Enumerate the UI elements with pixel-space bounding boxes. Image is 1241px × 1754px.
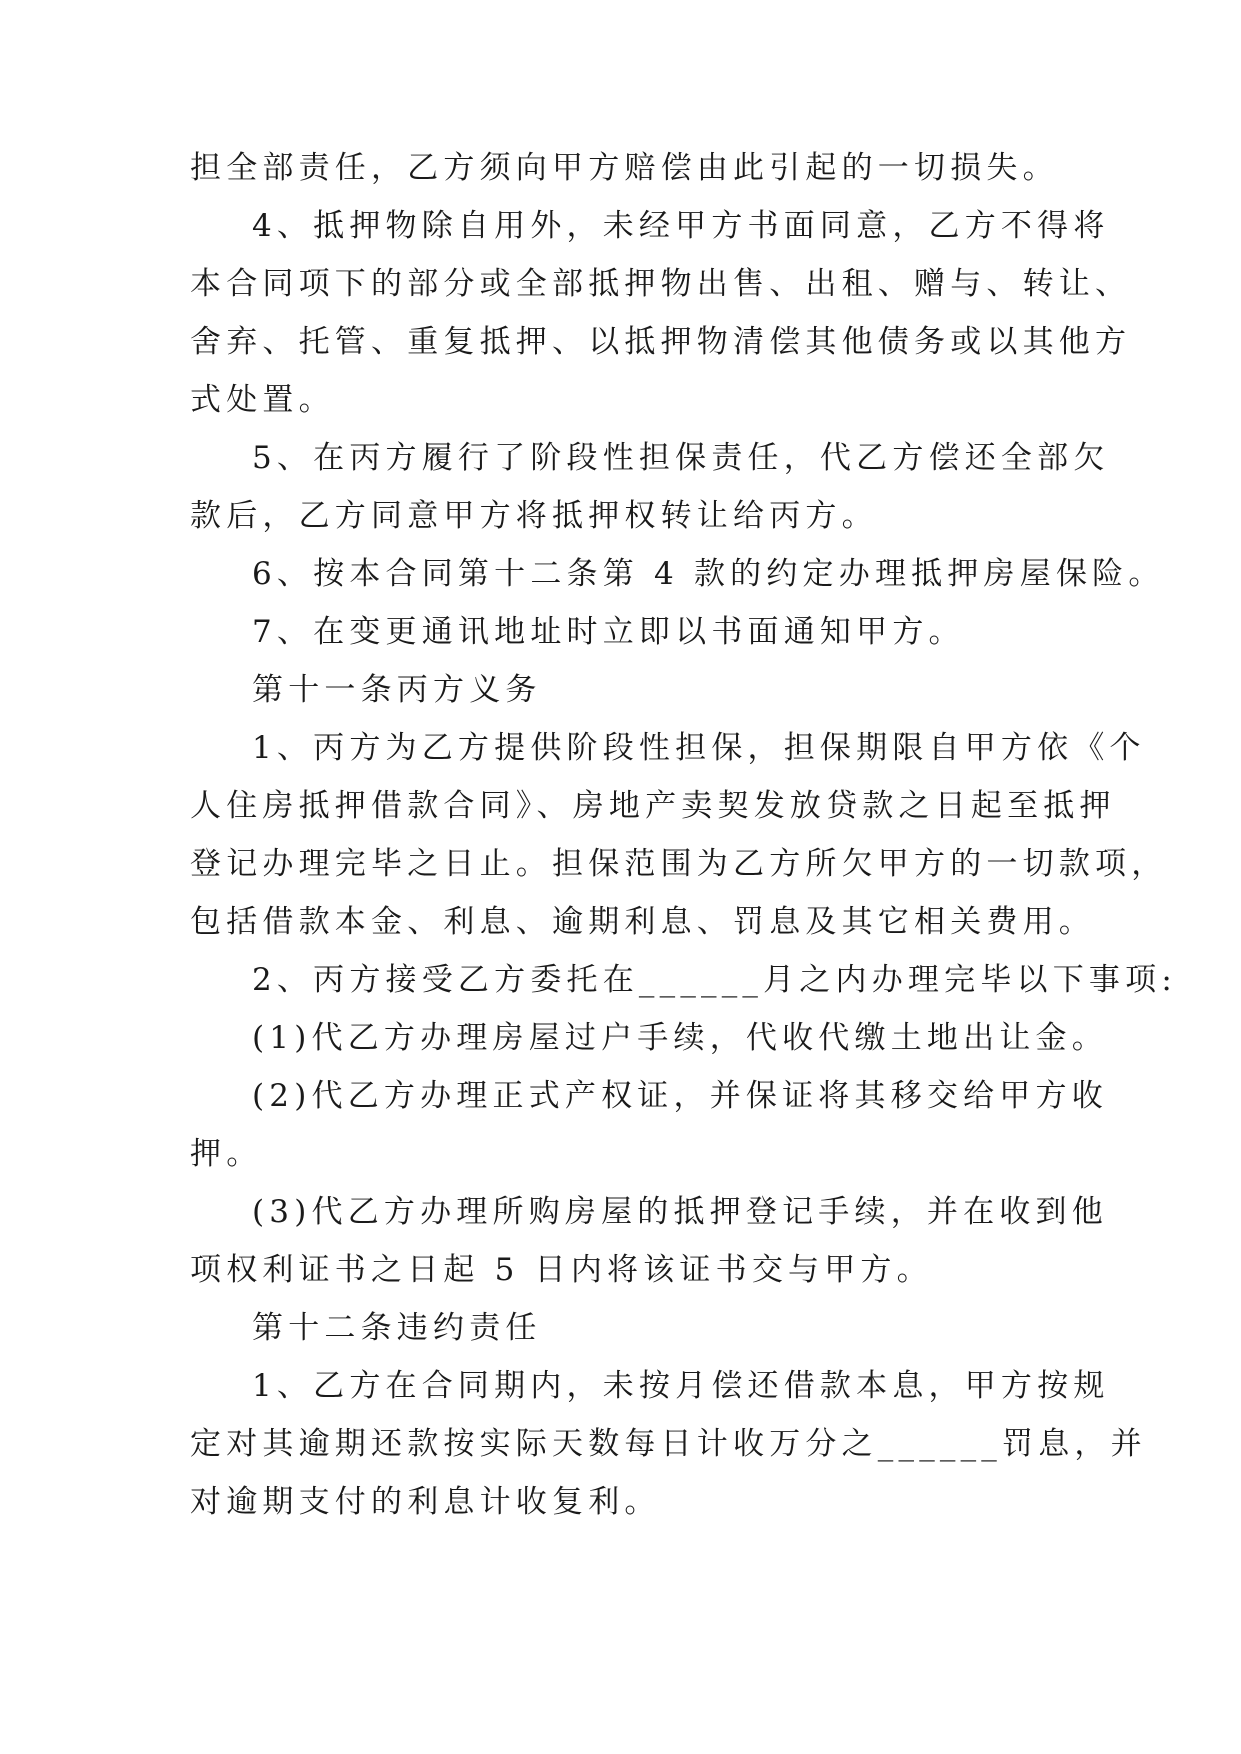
text-line: 1、丙方为乙方提供阶段性担保，担保期限自甲方依《个	[252, 730, 1146, 766]
text-line: 式处置。	[190, 382, 335, 418]
text-line: 定对其逾期还款按实际天数每日计收万分之______罚息，并	[190, 1426, 1147, 1462]
text-line: 2、丙方接受乙方委托在______月之内办理完毕以下事项:	[252, 962, 1177, 998]
text-line: 项权利证书之日起 5 日内将该证书交与甲方。	[190, 1252, 933, 1288]
text-line: 担全部责任，乙方须向甲方赔偿由此引起的一切损失。	[190, 150, 1059, 186]
text-line: 本合同项下的部分或全部抵押物出售、出租、赠与、转让、	[190, 266, 1132, 302]
text-line: 人住房抵押借款合同》、房地产卖契发放贷款之日起至抵押	[190, 788, 1116, 824]
text-line: 6、按本合同第十二条第 4 款的约定办理抵押房屋保险。	[252, 556, 1165, 592]
text-line: 4、抵押物除自用外，未经甲方书面同意，乙方不得将	[252, 208, 1110, 244]
text-line: 1、乙方在合同期内，未按月偿还借款本息，甲方按规	[252, 1368, 1110, 1404]
text-line: 包括借款本金、利息、逾期利息、罚息及其它相关费用。	[190, 904, 1095, 940]
text-line: 押。	[190, 1136, 263, 1172]
text-line: 7、在变更通讯地址时立即以书面通知甲方。	[252, 614, 965, 650]
section-heading: 第十一条丙方义务	[252, 672, 542, 708]
text-line: 登记办理完毕之日止。担保范围为乙方所欠甲方的一切款项，	[190, 846, 1168, 882]
text-line: (3)代乙方办理所购房屋的抵押登记手续，并在收到他	[252, 1194, 1108, 1230]
text-line: (1)代乙方办理房屋过户手续，代收代缴土地出让金。	[252, 1020, 1108, 1056]
text-line: (2)代乙方办理正式产权证，并保证将其移交给甲方收	[252, 1078, 1108, 1114]
text-line: 款后，乙方同意甲方将抵押权转让给丙方。	[190, 498, 878, 534]
text-line: 对逾期支付的利息计收复利。	[190, 1484, 661, 1520]
text-line: 舍弃、托管、重复抵押、以抵押物清偿其他债务或以其他方	[190, 324, 1132, 360]
text-line: 5、在丙方履行了阶段性担保责任，代乙方偿还全部欠	[252, 440, 1110, 476]
section-heading: 第十二条违约责任	[252, 1310, 542, 1346]
